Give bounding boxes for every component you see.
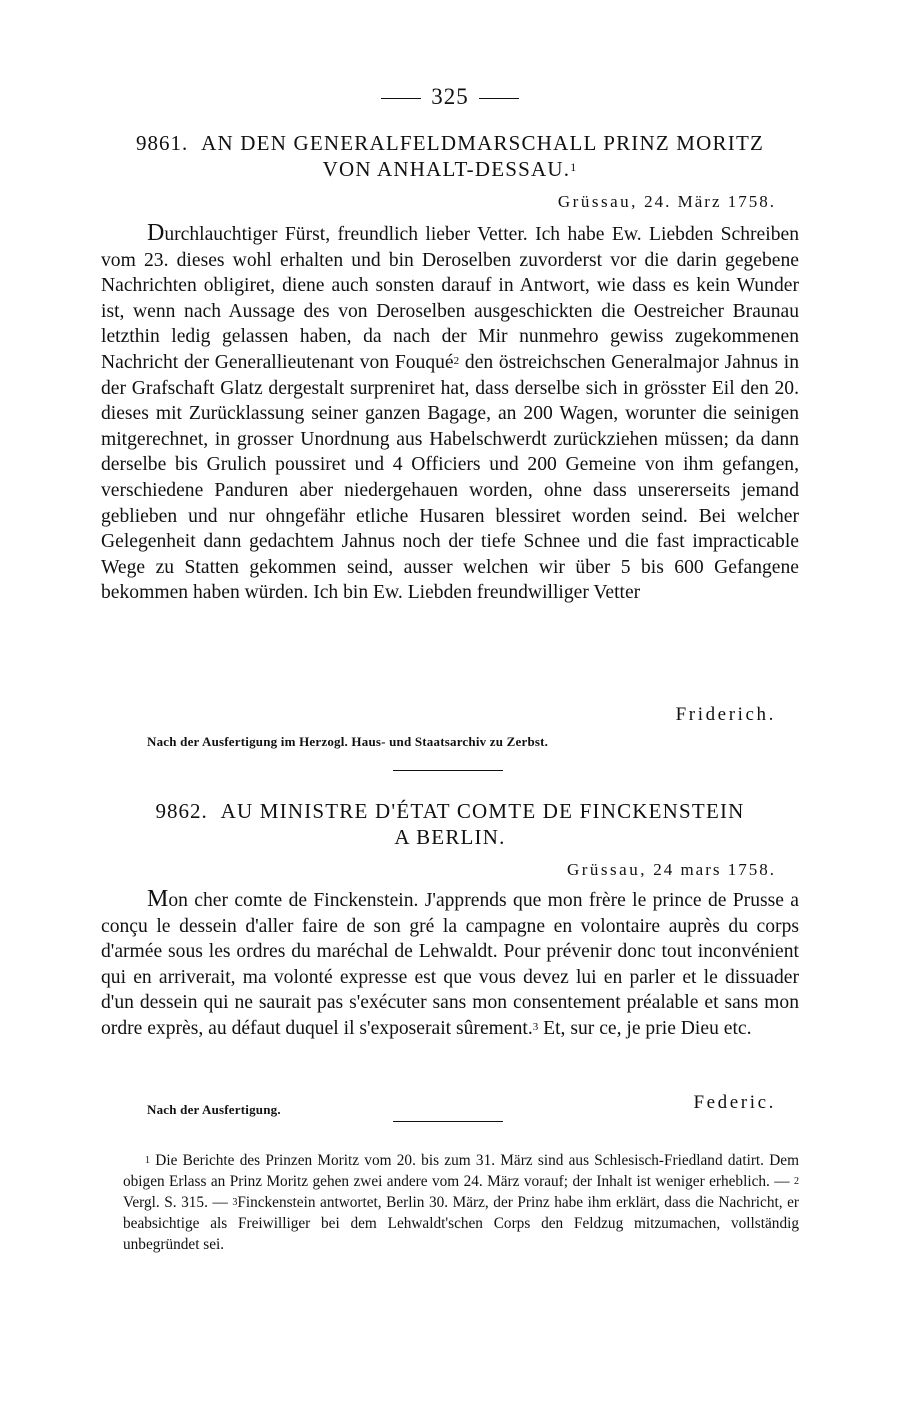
letter-1-source: Nach der Ausfertigung im Herzogl. Haus- und Staatsarchiv zu Zerbst.	[147, 734, 549, 749]
letter-1-body	[101, 221, 799, 606]
letter-1-signature: Friderich.	[675, 704, 776, 725]
page-number-dash-left	[381, 98, 421, 99]
letter-1-heading	[100, 130, 800, 182]
letter-2-text-b: Et, sur ce, je prie Dieu etc.	[543, 1017, 752, 1039]
letter-2-source: Nach der Ausfertigung.	[147, 1102, 281, 1117]
letter-2-date: 24 mars 1758.	[653, 860, 776, 879]
letter-1-heading-line-2	[100, 156, 800, 182]
letter-1-heading-text-2: VON ANHALT-DESSAU.	[322, 157, 571, 181]
letter-1-heading-footnote-mark: 1	[570, 160, 578, 174]
letter-2-text-a: on cher comte de Finckenstein. J'apprends que mon frère le prince de Prusse a conçu le dessein d'aller faire de son gré la campagne en volontaire auprès du corps d'armée sous les ordres du maréchal de Lehwaldt. Pour prévenir donc tout inconvénient qui en arriverait, ma volonté expresse est que vous devez lui en parler et le dissuader d'un dessein qui ne saurait pas s'exécuter sans mon consentement préalable et sans mon ordre exprès, au défaut duquel il s'exposerait sûrement.	[101, 890, 799, 1039]
letter-2-heading-line-1	[100, 798, 800, 824]
footnote-2-text: Vergl. S. 315. —	[123, 1194, 228, 1211]
letter-2-heading-text-2: A BERLIN.	[394, 825, 506, 849]
letter-1-heading-text-1: AN DEN GENERALFELDMARSCHALL PRINZ MORITZ	[201, 131, 765, 155]
letter-1-initial: D	[147, 220, 165, 246]
page-number-line	[0, 84, 900, 110]
letter-2-signature: Federic.	[693, 1092, 776, 1113]
letter-1-text-a: urchlauchtiger Fürst, freundlich lieber Vetter. Ich habe Ew. Liebden Schreiben vom 23. dieses wohl erhalten und bin Deroselben zuvorderst vor die darin gegebene Nachrichten obligiret, diene auch sonsten darauf in Antwort, wie dass es kein Wunder ist, wenn nach Aussage des von Deroselben ausgeschickten die Oestreicher Braunau letzthin ledig gelassen haben, da nach der Mir nunmehro gewiss zugekommenen Nachricht der Generallieutenant von Fouqué	[101, 224, 799, 373]
letter-2-dateline	[567, 860, 776, 880]
footnote-1-text: Die Berichte des Prinzen Moritz vom 20. bis zum 31. März sind aus Schlesisch-Friedland datirt. Dem obigen Erlass an Prinz Moritz gehen zwei andere vom 24. März vorauf; der Inhalt ist weniger erheblich. —	[123, 1152, 799, 1190]
footnote-2-mark: 2	[794, 1176, 799, 1187]
letter-1-dateline	[558, 192, 776, 212]
letter-1-date: 24. März 1758.	[644, 192, 776, 211]
footnote-1-mark: 1	[145, 1155, 150, 1166]
letter-1-place: Grüssau,	[557, 192, 638, 211]
letter-2-initial: M	[147, 886, 169, 912]
page-number-dash-right	[479, 98, 519, 99]
footnotes	[123, 1150, 799, 1255]
letter-1-heading-line-1	[100, 130, 800, 156]
footnote-3-text: Finckenstein antwortet, Berlin 30. März, der Prinz habe ihm erklärt, dass die Nachricht, er beabsichtige als Freiwilliger bei dem Lehwaldt'schen Corps den Feldzug mitzumachen, vollständig unbegründet sei.	[123, 1194, 799, 1253]
letter-1-text-b: den östreichschen Generalmajor Jahnus in der Grafschaft Glatz dergestalt surpreniret hat, dass derselbe sich in grösster Eil den 20. dieses mit Zurücklassung seiner ganzen Bagage, an 200 Wagen, worunter die seinigen mitgerechnet, in grosser Unordnung aus Habelschwerdt zurückziehen müssen; da dann derselbe bis Grulich poussiret und 4 Officiers und 200 Gemeine von ihm gefangen, verschiedene Panduren aber niedergehauen worden, ohne dass unsererseits jemand geblieben und nur ohngefähr etliche Husaren blessiret worden seind. Bei welcher Gelegenheit dann gedachtem Jahnus noch der tiefe Schnee und die fast impracticable Wege zu Statten gekommen seind, ausser welchen wir über 5 bis 600 Gefangene bekommen haben würden. Ich bin Ew. Liebden freundwilliger Vetter	[101, 351, 799, 604]
letter-2-heading-line-2	[100, 824, 800, 850]
letter-1-number: 9861.	[135, 131, 189, 155]
letter-2-footnote-mark-3: 3	[532, 1020, 539, 1033]
letter-2-body	[101, 887, 799, 1042]
section-divider-1	[393, 770, 503, 771]
letter-2-place: Grüssau,	[566, 860, 647, 879]
page-number: 325	[431, 84, 469, 109]
letter-2-heading-text-1: AU MINISTRE D'ÉTAT COMTE DE FINCKENSTEIN	[220, 799, 745, 823]
letter-2-heading	[100, 798, 800, 850]
section-divider-2	[393, 1121, 503, 1122]
letter-2-number: 9862.	[155, 799, 208, 823]
letter-1-footnote-mark-2: 2	[453, 354, 460, 367]
footnote-3-mark: 3	[232, 1197, 238, 1208]
